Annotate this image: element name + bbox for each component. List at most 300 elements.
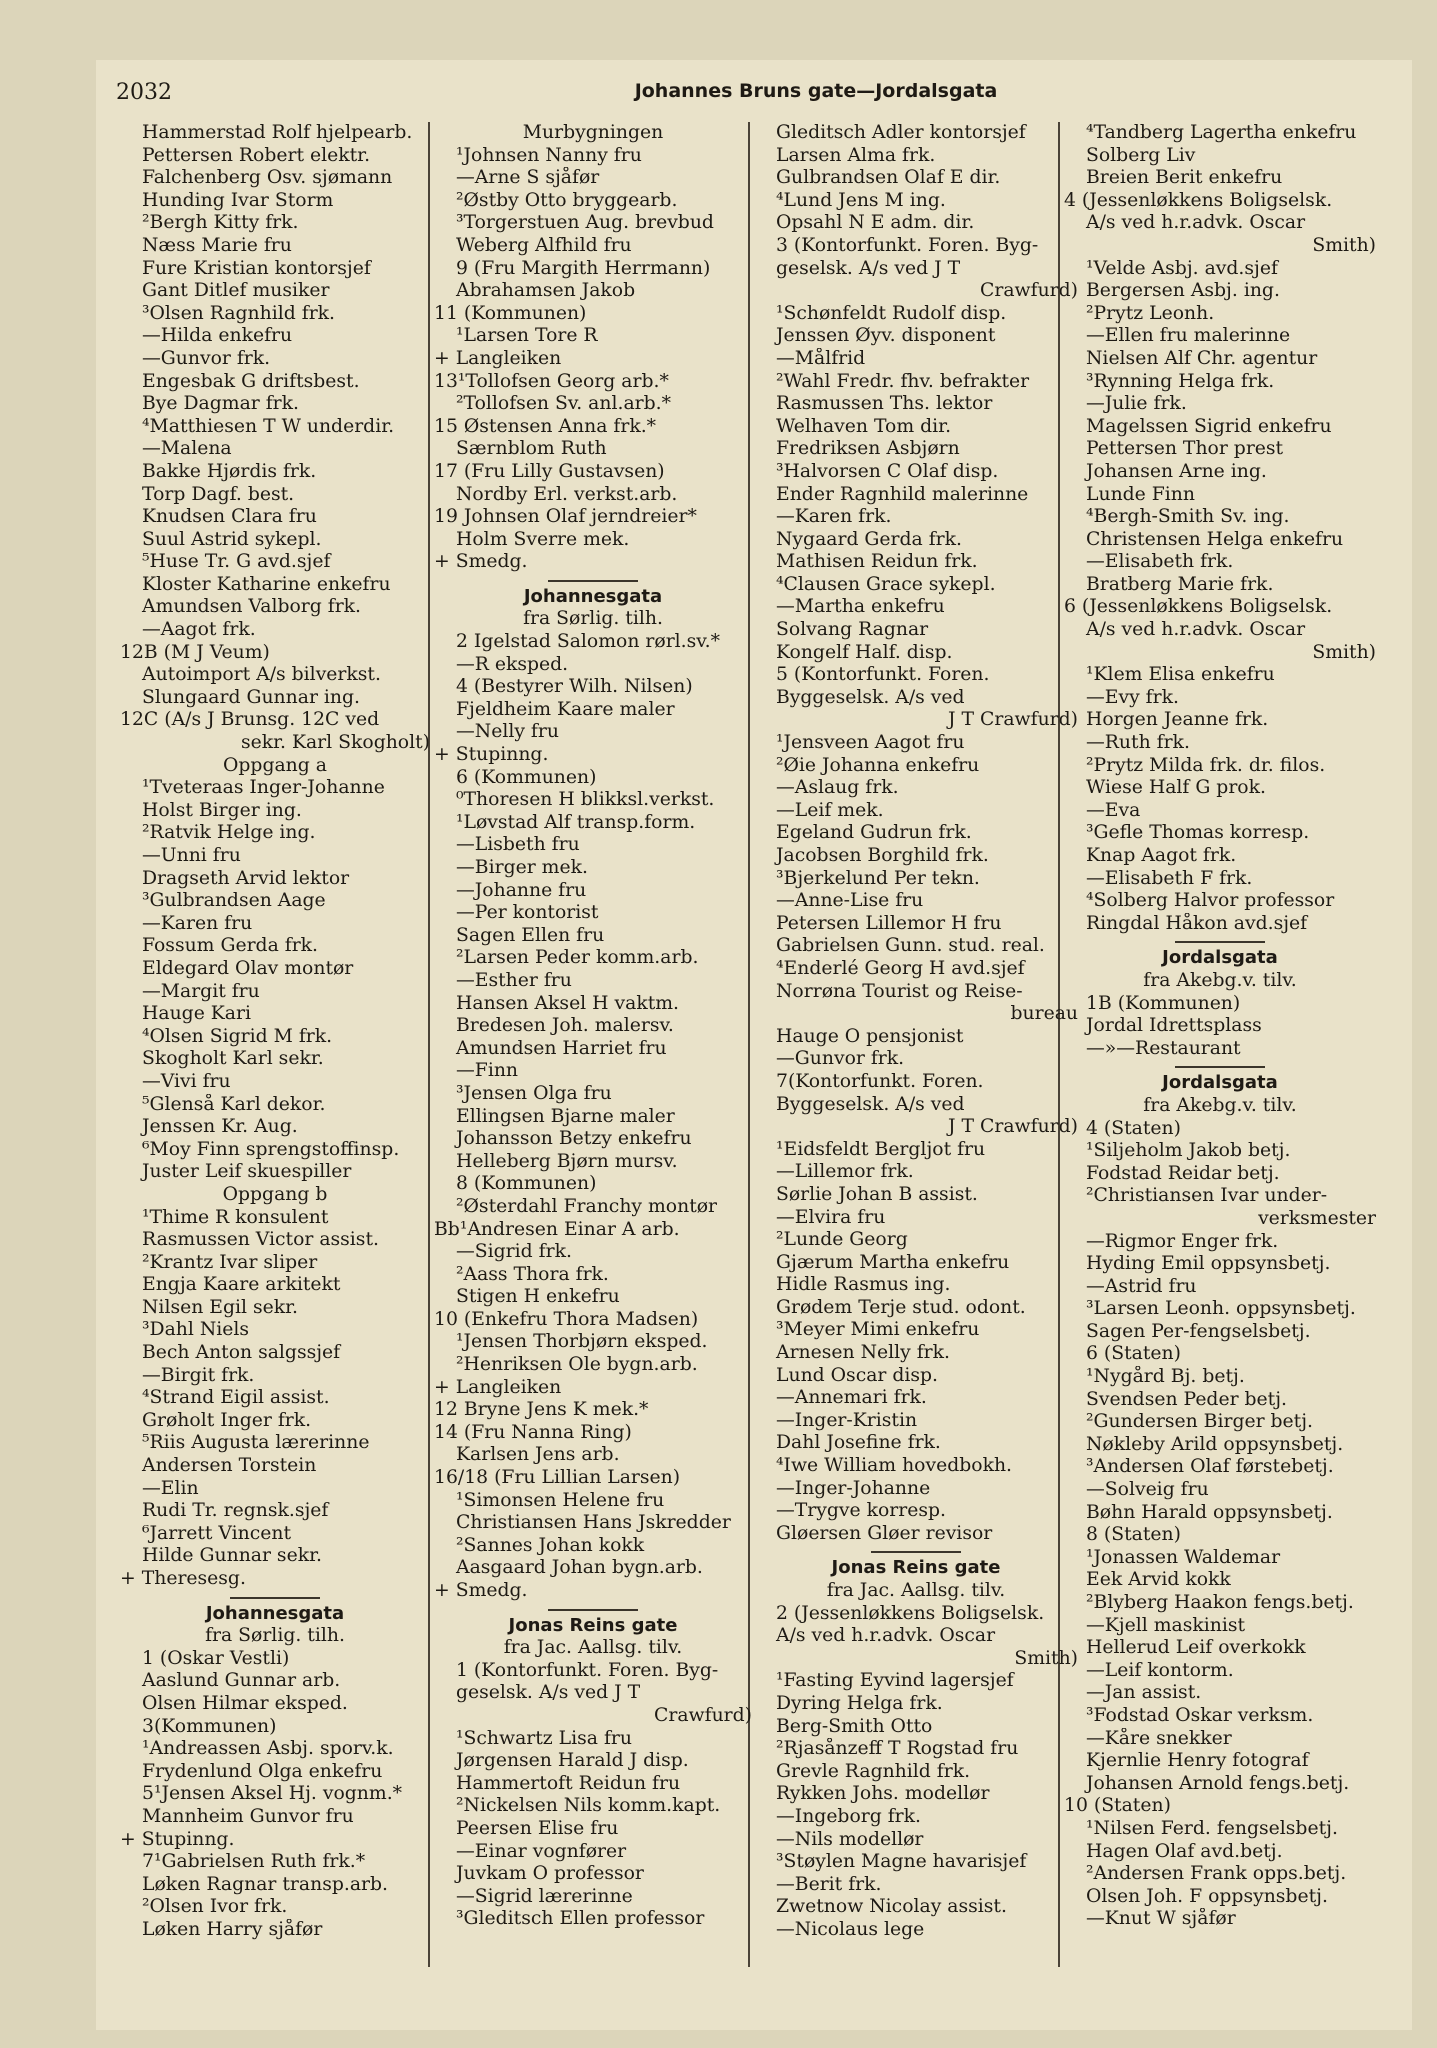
section-separator [871, 1551, 961, 1553]
directory-entry: 6 (Kommunen) [456, 766, 597, 788]
directory-entry: 10 (Staten) [1064, 1795, 1171, 1817]
directory-entry: Nygaard Gerda frk. [776, 528, 962, 550]
directory-entry: 4 (Bestyrer Wilh. Nilsen) [456, 676, 693, 698]
directory-entry: —Evy frk. [1086, 686, 1179, 708]
directory-entry: 1 (Oskar Vestli) [142, 1647, 290, 1669]
directory-entry: —Nils modellør [776, 1828, 924, 1850]
directory-entry: —Sigrid lærerinne [456, 1885, 633, 1907]
directory-entry: Zwetnow Nicolay assist. [776, 1896, 1007, 1918]
directory-entry: —Leif mek. [776, 799, 884, 821]
directory-entry: Solberg Liv [1086, 144, 1196, 166]
section-separator [548, 580, 638, 582]
directory-entry: Abrahamsen Jakob [456, 280, 636, 302]
directory-entry: Juvkam O professor [456, 1863, 644, 1885]
directory-entry: ²Prytz Leonh. [1086, 302, 1215, 324]
directory-entry: ¹Jensen Thorbjørn eksped. [456, 1331, 708, 1353]
directory-column-2 [434, 122, 752, 1982]
directory-entry: ²Krantz Ivar sliper [142, 1251, 318, 1273]
directory-entry: 1B (Kommunen) [1086, 992, 1241, 1014]
directory-entry: Pettersen Robert elektr. [142, 144, 371, 166]
directory-entry: Hilde Gunnar sekr. [142, 1545, 322, 1567]
section-separator [1175, 1066, 1265, 1068]
directory-entry: Eldegard Olav montør [142, 957, 354, 979]
directory-entry: Larsen Alma frk. [776, 144, 936, 166]
section-separator [548, 1609, 638, 1611]
directory-entry: Kongelf Half. disp. [776, 641, 953, 663]
directory-entry: ⁴Olsen Sigrid M frk. [142, 1025, 333, 1047]
directory-entry: ¹Klem Elisa enkefru [1086, 664, 1275, 686]
directory-entry: ⁶Moy Finn sprengstoffinsp. [142, 1138, 400, 1160]
directory-entry: Andersen Torstein [142, 1455, 317, 1477]
street-heading: Jonas Reins gate [508, 1614, 678, 1636]
directory-entry: ²Christiansen Ivar under- [1086, 1185, 1328, 1207]
directory-entry: —Vivi fru [142, 1070, 231, 1092]
directory-entry: Hellerud Leif overkokk [1086, 1637, 1306, 1659]
directory-entry: Olsen Hilmar eksped. [142, 1692, 348, 1714]
directory-entry: Christiansen Hans Jskredder [456, 1512, 731, 1534]
directory-entry: 3 (Kontorfunkt. Foren. Byg- [776, 234, 1039, 256]
directory-entry: geselsk. A/s ved J T [776, 257, 961, 279]
directory-entry: Horgen Jeanne frk. [1086, 709, 1269, 731]
directory-entry: —Rigmor Enger frk. [1086, 1230, 1279, 1252]
directory-entry: Dahl Josefine frk. [776, 1432, 941, 1454]
directory-entry: Dragseth Arvid lektor [142, 867, 350, 889]
directory-entry: —Kåre snekker [1086, 1727, 1232, 1749]
directory-entry: Hunding Ivar Storm [142, 189, 334, 211]
directory-entry: ⁴Matthiesen T W underdir. [142, 415, 395, 437]
directory-entry: Hagen Olaf avd.betj. [1086, 1840, 1283, 1862]
directory-entry: —Målfrid [776, 347, 866, 369]
directory-entry: Amundsen Harriet fru [456, 1037, 667, 1059]
directory-entry: Kloster Katharine enkefru [142, 573, 391, 595]
directory-entry: ⁰Thoresen H blikksl.verkst. [456, 789, 715, 811]
directory-entry: ⁴Enderlé Georg H avd.sjef [776, 957, 1025, 979]
section-separator [1175, 941, 1265, 943]
directory-entry: Hansen Aksel H vaktm. [456, 992, 680, 1014]
directory-entry: Hauge Kari [142, 1003, 251, 1025]
directory-entry: —Gunvor frk. [776, 1048, 905, 1070]
directory-entry: —Nicolaus lege [776, 1918, 925, 1940]
directory-entry: —Aagot frk. [142, 619, 256, 641]
directory-entry: —Knut W sjåfør [1086, 1908, 1236, 1930]
directory-entry: 6 (Jessenløkkens Boligselsk. [1064, 596, 1333, 618]
directory-entry: Suul Astrid sykepl. [142, 528, 322, 550]
directory-entry: Wiese Half G prok. [1086, 777, 1266, 799]
directory-entry: Ender Ragnhild malerinne [776, 483, 1029, 505]
directory-entry: 16/18 (Fru Lillian Larsen) [434, 1467, 681, 1489]
directory-entry: —Kjell maskinist [1086, 1614, 1246, 1636]
directory-entry: 12C (A/s J Brunsg. 12C ved [120, 709, 380, 731]
directory-entry: ³Larsen Leonh. oppsynsbetj. [1086, 1298, 1356, 1320]
directory-entry: ¹Jonassen Waldemar [1086, 1546, 1281, 1568]
directory-entry: 15 Østensen Anna frk.* [434, 415, 657, 437]
directory-entry: ²Østerdahl Franchy montør [456, 1195, 718, 1217]
directory-entry: Crawfurd) [980, 280, 1078, 302]
directory-entry: Christensen Helga enkefru [1086, 528, 1344, 550]
directory-entry: Grøholt Inger frk. [142, 1409, 312, 1431]
directory-entry: —Gunvor frk. [142, 347, 271, 369]
directory-entry: —Karen fru [142, 912, 253, 934]
directory-entry: ²Andersen Frank opps.betj. [1086, 1863, 1347, 1885]
directory-entry: —Ruth frk. [1086, 732, 1190, 754]
directory-entry: Gabrielsen Gunn. stud. real. [776, 935, 1045, 957]
directory-entry: sekr. Karl Skogholt) [240, 732, 430, 754]
directory-entry: Smith) [1312, 234, 1376, 256]
directory-entry: Bratberg Marie frk. [1086, 573, 1274, 595]
directory-entry: —Trygve korresp. [776, 1500, 947, 1522]
directory-entry: ¹Løvstad Alf transp.form. [456, 811, 696, 833]
directory-entry: + Stupinng. [120, 1828, 235, 1850]
directory-column-4 [1064, 122, 1376, 1982]
directory-entry: —Elin [142, 1477, 199, 1499]
directory-entry: 14 (Fru Nanna Ring) [434, 1421, 632, 1443]
directory-entry: ⁴Tandberg Lagertha enkefru [1086, 122, 1357, 143]
directory-entry: —R eksped. [456, 653, 569, 675]
directory-entry: —Margit fru [142, 980, 260, 1002]
directory-entry: ²Nickelsen Nils komm.kapt. [456, 1795, 721, 1817]
directory-entry: ¹Siljeholm Jakob betj. [1086, 1140, 1291, 1162]
directory-entry: Stigen H enkefru [456, 1286, 620, 1308]
directory-entry: Lunde Finn [1086, 483, 1196, 505]
directory-entry: Fodstad Reidar betj. [1086, 1162, 1280, 1184]
directory-entry: Særnblom Ruth [456, 438, 607, 460]
directory-entry: 10 (Enkefru Thora Madsen) [434, 1308, 699, 1330]
directory-entry: —Astrid fru [1086, 1275, 1197, 1297]
directory-entry: 13¹Tollofsen Georg arb.* [434, 370, 669, 392]
directory-entry: —Per kontorist [456, 902, 599, 924]
directory-entry: Bech Anton salgssjef [142, 1342, 341, 1364]
directory-entry: ³Støylen Magne havarisjef [776, 1851, 1027, 1873]
directory-entry: ⁴Strand Eigil assist. [142, 1387, 330, 1409]
directory-entry: —Finn [456, 1060, 519, 1082]
directory-entry: Sørlie Johan B assist. [776, 1183, 978, 1205]
directory-entry: Ellingsen Bjarne maler [456, 1105, 675, 1127]
directory-entry: Smith) [1014, 1647, 1078, 1669]
page-number: 2032 [116, 80, 172, 105]
directory-entry: Dyring Helga frk. [776, 1692, 943, 1714]
directory-entry: J T Crawfurd) [948, 709, 1078, 731]
directory-entry: + Smedg. [434, 551, 528, 573]
directory-entry: Grevle Ragnhild frk. [776, 1760, 971, 1782]
directory-entry: ³Gleditsch Ellen professor [456, 1908, 705, 1930]
directory-entry: 8 (Staten) [1086, 1524, 1181, 1546]
directory-entry: ¹Velde Asbj. avd.sjef [1086, 257, 1278, 279]
directory-entry: Gjærum Martha enkefru [776, 1251, 1010, 1273]
directory-entry: Breien Berit enkefru [1086, 167, 1283, 189]
directory-entry: Oppgang b [222, 1183, 328, 1205]
directory-entry: Løken Ragnar transp.arb. [142, 1873, 388, 1895]
directory-entry: Welhaven Tom dir. [776, 415, 952, 437]
street-heading: Johannesgata [205, 1602, 345, 1624]
directory-entry: ²Ratvik Helge ing. [142, 822, 316, 844]
directory-entry: Næss Marie fru [142, 234, 292, 256]
directory-entry: Johansson Betzy enkefru [456, 1128, 692, 1150]
directory-entry: —Sigrid frk. [456, 1241, 572, 1263]
directory-column-3 [754, 122, 1078, 1982]
directory-entry: Kjernlie Henry fotograf [1086, 1750, 1309, 1772]
directory-entry: Jordal Idrettsplass [1086, 1015, 1262, 1037]
directory-entry: —Elisabeth F frk. [1086, 867, 1253, 889]
directory-entry: Bb¹Andresen Einar A arb. [434, 1218, 680, 1240]
directory-entry: Aaslund Gunnar arb. [142, 1670, 341, 1692]
directory-entry: geselsk. A/s ved J T [456, 1682, 641, 1704]
directory-entry: —Einar vognfører [456, 1840, 627, 1862]
directory-entry: —Aslaug frk. [776, 777, 899, 799]
street-heading: Johannesgata [523, 585, 663, 607]
directory-entry: Holm Sverre mek. [456, 528, 630, 550]
directory-entry: Opsahl N E adm. dir. [776, 212, 975, 234]
directory-entry: ²Østby Otto bryggearb. [456, 189, 678, 211]
directory-entry: 6 (Staten) [1086, 1343, 1181, 1365]
directory-entry: Gant Ditlef musiker [142, 280, 330, 302]
directory-entry: Crawfurd) [654, 1704, 752, 1726]
directory-entry: J T Crawfurd) [948, 1116, 1078, 1138]
directory-entry: ¹Andreassen Asbj. sporv.k. [142, 1738, 394, 1760]
directory-entry: Bergersen Asbj. ing. [1086, 280, 1280, 302]
directory-entry: —Berit frk. [776, 1873, 882, 1895]
directory-entry: ¹Schønfeldt Rudolf disp. [776, 302, 1007, 324]
directory-entry: Aasgaard Johan bygn.arb. [456, 1557, 703, 1579]
directory-entry: Fjeldheim Kaare maler [456, 698, 675, 720]
directory-entry: —Hilda enkefru [142, 325, 293, 347]
directory-entry: Fure Kristian kontorsjef [142, 257, 371, 279]
directory-entry: Solvang Ragnar [776, 619, 929, 641]
directory-entry: Gulbrandsen Olaf E dir. [776, 167, 1001, 189]
directory-entry: ²Prytz Milda frk. dr. filos. [1086, 754, 1326, 776]
directory-entry: ²Aass Thora frk. [456, 1263, 609, 1285]
directory-entry: ⁴Lund Jens M ing. [776, 189, 946, 211]
directory-entry: ¹Larsen Tore R [456, 325, 598, 347]
street-heading: Jordalsgata [1162, 1072, 1278, 1094]
directory-entry: Rykken Johs. modellør [776, 1783, 990, 1805]
directory-entry: —Elisabeth frk. [1086, 551, 1234, 573]
directory-entry: —»—Restaurant [1086, 1037, 1241, 1059]
directory-entry: ²Bergh Kitty frk. [142, 212, 299, 234]
directory-entry: —Anne-Lise fru [776, 890, 924, 912]
directory-entry: 12B (M J Veum) [120, 641, 270, 663]
directory-entry: ²Øie Johanna enkefru [776, 754, 980, 776]
directory-entry: ⁶Jarrett Vincent [142, 1522, 292, 1544]
directory-entry: Torp Dagf. best. [142, 483, 295, 505]
directory-entry: Slungaard Gunnar ing. [142, 686, 360, 708]
directory-entry: Nilsen Egil sekr. [142, 1296, 298, 1318]
directory-entry: Olsen Joh. F oppsynsbetj. [1086, 1885, 1328, 1907]
directory-entry: Rudi Tr. regnsk.sjef [142, 1500, 329, 1522]
directory-entry: ³Gulbrandsen Aage [142, 890, 326, 912]
directory-entry: 7¹Gabrielsen Ruth frk.* [142, 1851, 366, 1873]
directory-entry: Løken Harry sjåfør [142, 1918, 323, 1940]
directory-entry: Engja Kaare arkitekt [142, 1274, 341, 1296]
directory-entry: ³Rynning Helga frk. [1086, 370, 1275, 392]
directory-entry: Mathisen Reidun frk. [776, 551, 978, 573]
directory-entry: Johansen Arne ing. [1086, 460, 1267, 482]
directory-entry: 8 (Kommunen) [456, 1173, 597, 1195]
directory-entry: Holst Birger ing. [142, 799, 302, 821]
directory-entry: —Inger-Kristin [776, 1409, 918, 1431]
directory-entry: ²Lunde Georg [776, 1229, 908, 1251]
directory-entry: ³Olsen Ragnhild frk. [142, 302, 336, 324]
directory-entry: —Eva [1086, 799, 1141, 821]
directory-entry: Hyding Emil oppsynsbetj. [1086, 1253, 1331, 1275]
directory-entry: Rasmussen Victor assist. [142, 1229, 379, 1251]
directory-entry: ³Jensen Olga fru [456, 1082, 612, 1104]
directory-entry: Hammertoft Reidun fru [456, 1772, 681, 1794]
directory-entry: 2 Igelstad Salomon rørl.sv.* [456, 631, 721, 653]
directory-entry: Hammerstad Rolf hjelpearb. [142, 122, 413, 143]
directory-entry: 4 (Staten) [1086, 1117, 1181, 1139]
directory-entry: Svendsen Peder betj. [1086, 1388, 1287, 1410]
directory-entry: Knudsen Clara fru [142, 506, 317, 528]
directory-entry: + Theresesg. [120, 1568, 246, 1589]
directory-entry: Gløersen Gløer revisor [776, 1522, 993, 1544]
directory-entry: Magelssen Sigrid enkefru [1086, 415, 1332, 437]
directory-entry: Bredesen Joh. malersv. [456, 1015, 674, 1037]
directory-entry: ⁵Huse Tr. G avd.sjef [142, 551, 331, 573]
directory-entry: Pettersen Thor prest [1086, 438, 1284, 460]
directory-entry: —Malena [142, 438, 232, 460]
directory-entry: ⁵Riis Augusta lærerinne [142, 1432, 370, 1454]
directory-entry: ²Olsen Ivor frk. [142, 1896, 288, 1918]
directory-entry: 19 Johnsen Olaf jerndreier* [434, 506, 697, 528]
directory-entry: Nielsen Alf Chr. agentur [1086, 347, 1318, 369]
directory-entry: ³Dahl Niels [142, 1319, 250, 1341]
directory-entry: Oppgang a [223, 754, 327, 776]
directory-entry: bureau [1010, 1003, 1078, 1025]
directory-entry: ⁵Glenså Karl dekor. [142, 1093, 326, 1115]
directory-entry: Amundsen Valborg frk. [142, 596, 362, 618]
running-head-title: Johannes Bruns gate—Jordalsgata [634, 80, 998, 102]
directory-entry: ⁴Bergh-Smith Sv. ing. [1086, 506, 1290, 528]
directory-entry: ¹Jensveen Aagot fru [776, 732, 965, 754]
directory-entry: Eek Arvid kokk [1086, 1569, 1231, 1591]
directory-entry: Peersen Elise fru [456, 1817, 619, 1839]
directory-entry: —Lisbeth fru [456, 834, 580, 856]
directory-entry: —Johanne fru [456, 879, 587, 901]
directory-entry: ⁴Clausen Grace sykepl. [776, 573, 996, 595]
directory-entry: A/s ved h.r.advk. Oscar [1086, 212, 1306, 234]
directory-entry: fra Jac. Aallsg. tilv. [503, 1637, 683, 1659]
directory-entry: Lund Oscar disp. [776, 1364, 939, 1386]
directory-entry: Juster Leif skuespiller [142, 1161, 352, 1183]
directory-entry: 7(Kontorfunkt. Foren. [776, 1070, 984, 1092]
directory-entry: Jacobsen Borghild frk. [776, 845, 989, 866]
directory-entry: —Leif kontorm. [1086, 1659, 1234, 1681]
directory-entry: Hidle Rasmus ing. [776, 1274, 951, 1296]
directory-entry: Petersen Lillemor H fru [776, 912, 1002, 934]
directory-entry: ²Larsen Peder komm.arb. [456, 947, 699, 969]
directory-entry: 3(Kommunen) [142, 1715, 277, 1737]
directory-entry: ³Torgerstuen Aug. brevbud [456, 212, 714, 234]
directory-entry: Egeland Gudrun frk. [776, 822, 972, 844]
directory-entry: Weberg Alfhild fru [456, 234, 632, 256]
directory-entry: Bøhn Harald oppsynsbetj. [1086, 1501, 1333, 1523]
directory-entry: + Langleiken [434, 347, 562, 369]
directory-entry: ²Blyberg Haakon fengs.betj. [1086, 1592, 1354, 1613]
directory-entry: + Smedg. [434, 1580, 528, 1601]
directory-entry: ³Meyer Mimi enkefru [776, 1319, 980, 1341]
directory-entry: ²Gundersen Birger betj. [1086, 1411, 1314, 1433]
directory-entry: —Inger-Johanne [776, 1477, 931, 1499]
directory-entry: Ringdal Håkon avd.sjef [1086, 912, 1308, 934]
directory-entry: —Elvira fru [776, 1206, 886, 1228]
directory-entry: fra Sørlig. tilh. [205, 1625, 345, 1647]
directory-entry: ¹Tveteraas Inger-Johanne [142, 777, 385, 799]
directory-entry: —Karen frk. [776, 506, 892, 528]
directory-entry: Mannheim Gunvor fru [142, 1805, 354, 1827]
directory-entry: Skogholt Karl sekr. [142, 1048, 324, 1070]
directory-entry: Norrøna Tourist og Reise- [776, 980, 1023, 1002]
directory-entry: Frydenlund Olga enkefru [142, 1760, 383, 1782]
directory-entry: ¹Simonsen Helene fru [456, 1489, 665, 1511]
directory-entry: ¹Nilsen Ferd. fengselsbetj. [1086, 1817, 1338, 1839]
directory-entry: 2 (Jessenløkkens Boligselsk. [776, 1602, 1045, 1624]
directory-entry: ²Sannes Johan kokk [456, 1534, 645, 1556]
directory-entry: Sagen Ellen fru [456, 924, 605, 946]
directory-entry: Hauge O pensjonist [776, 1025, 964, 1047]
directory-entry: A/s ved h.r.advk. Oscar [776, 1625, 996, 1647]
directory-column-1 [120, 122, 430, 1982]
directory-entry: ⁴Iwe William hovedbokh. [776, 1455, 1013, 1477]
directory-entry: ⁴Solberg Halvor professor [1086, 890, 1335, 912]
directory-entry: ¹Eidsfeldt Bergljot fru [776, 1138, 986, 1160]
directory-entry: fra Akebg.v. tilv. [1143, 1094, 1297, 1116]
directory-entry: Byggeselsk. A/s ved [776, 1093, 965, 1115]
directory-entry: fra Jac. Aallsg. tilv. [826, 1580, 1006, 1601]
directory-entry: —Ingeborg frk. [776, 1805, 922, 1827]
directory-entry: ¹Johnsen Nanny fru [456, 144, 642, 166]
directory-entry: ²Henriksen Ole bygn.arb. [456, 1354, 698, 1376]
directory-entry: ³Andersen Olaf førstebetj. [1086, 1456, 1334, 1478]
street-heading: Jordalsgata [1162, 947, 1278, 969]
directory-entry: Falchenberg Osv. sjømann [142, 167, 393, 189]
directory-entry: Autoimport A/s bilverkst. [142, 664, 381, 686]
page-header [116, 80, 1367, 110]
directory-entry: —Solveig fru [1086, 1479, 1209, 1501]
directory-entry: Johansen Arnold fengs.betj. [1086, 1772, 1350, 1794]
directory-entry: Grødem Terje stud. odont. [776, 1296, 1026, 1318]
directory-entry: 4 (Jessenløkkens Boligselsk. [1064, 189, 1333, 211]
directory-entry: ³Gefle Thomas korresp. [1086, 822, 1310, 844]
directory-entry: ¹Fasting Eyvind lagersjef [776, 1670, 1014, 1692]
directory-entry: + Stupinng. [434, 744, 549, 766]
directory-entry: 12 Bryne Jens K mek.* [434, 1399, 649, 1421]
directory-entry: 17 (Fru Lilly Gustavsen) [434, 460, 665, 482]
street-heading: Jonas Reins gate [831, 1557, 1001, 1579]
directory-entry: —Martha enkefru [776, 596, 945, 618]
directory-entry: Engesbak G driftsbest. [142, 370, 360, 392]
directory-entry: 5¹Jensen Aksel Hj. vognm.* [142, 1783, 403, 1805]
directory-entry: —Birgit frk. [142, 1364, 255, 1386]
directory-entry: fra Akebg.v. tilv. [1143, 969, 1297, 991]
directory-entry: Nøkleby Arild oppsynsbetj. [1086, 1433, 1344, 1455]
directory-entry: Knap Aagot frk. [1086, 845, 1237, 866]
directory-entry: —Jan assist. [1086, 1682, 1202, 1704]
directory-entry: Helleberg Bjørn mursv. [456, 1150, 678, 1172]
directory-entry: Byggeselsk. A/s ved [776, 686, 965, 708]
directory-entry: Bakke Hjørdis frk. [142, 460, 317, 482]
directory-entry: ²Rjasånzeff T Rogstad fru [776, 1738, 1019, 1760]
directory-entry: —Nelly fru [456, 721, 559, 743]
directory-entry: Jenssen Øyv. disponent [776, 325, 996, 347]
directory-entry: Gleditsch Adler kontorsjef [776, 122, 1026, 143]
directory-entry: 9 (Fru Margith Herrmann) [456, 257, 711, 279]
section-separator [230, 1597, 320, 1599]
directory-entry: —Birger mek. [456, 857, 588, 878]
directory-entry: —Julie frk. [1086, 393, 1187, 415]
directory-entry: Karlsen Jens arb. [456, 1444, 620, 1466]
directory-entry: Nordby Erl. verkst.arb. [456, 483, 678, 505]
directory-entry: —Annemari frk. [776, 1387, 927, 1409]
